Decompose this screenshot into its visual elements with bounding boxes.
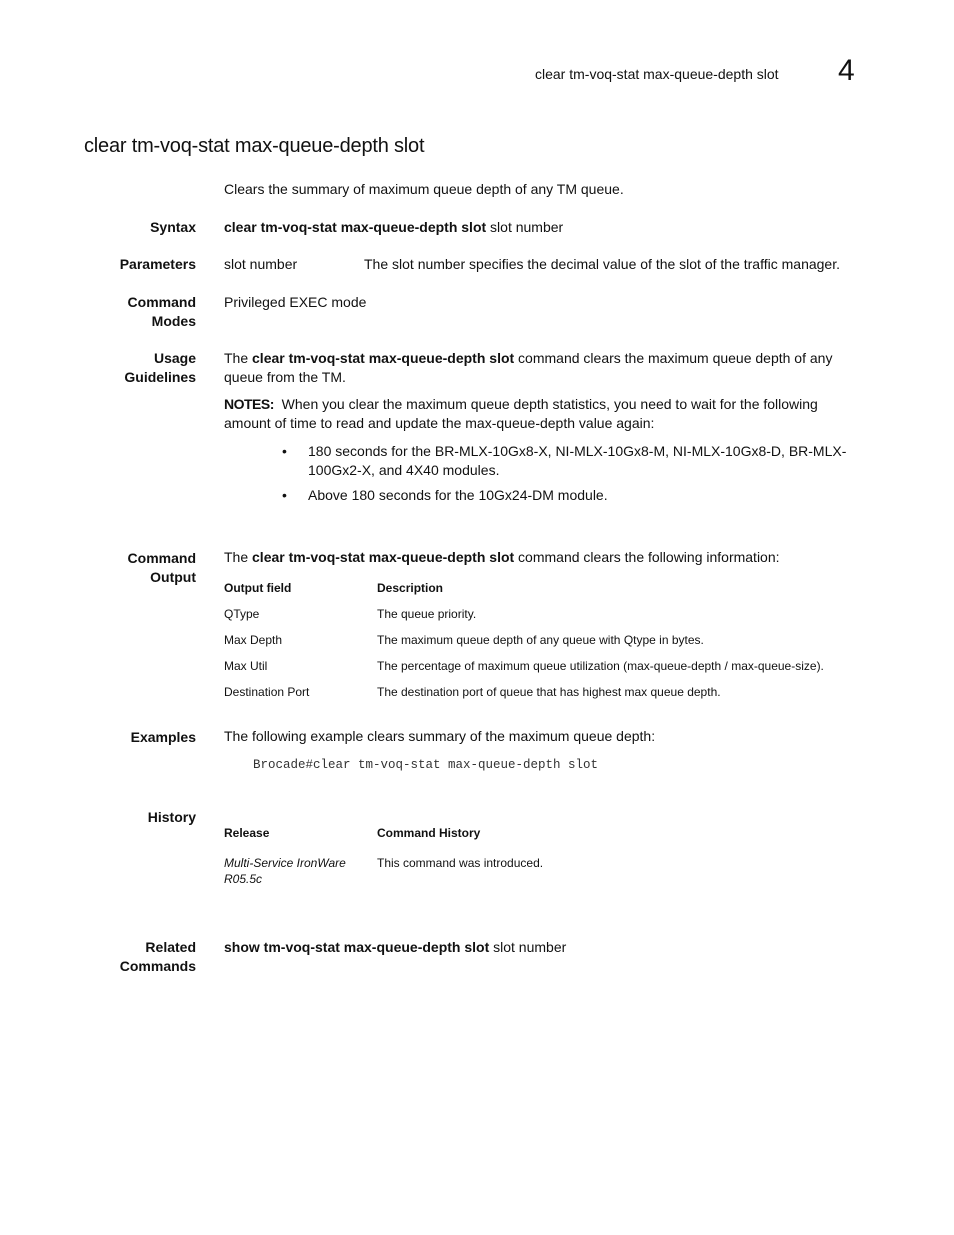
syntax-line — [224, 218, 864, 237]
column-header-command-history: Command History — [377, 826, 481, 840]
output-description-cell: The queue priority. — [377, 607, 477, 621]
command-modes-label-line1: Command — [127, 294, 196, 310]
related-commands-label — [120, 938, 196, 976]
usage-label-line1: Usage — [153, 350, 196, 366]
command-output-label-line1: Command — [127, 550, 196, 566]
usage-command: clear tm-voq-stat max-queue-depth slot — [252, 350, 515, 366]
notes-bullet-item — [282, 486, 872, 505]
output-text-prefix: The — [224, 549, 253, 565]
related-command-line — [224, 938, 864, 957]
parameters-label: Parameters — [119, 256, 196, 272]
command-output-text — [224, 548, 864, 567]
history-label: History — [147, 809, 196, 825]
usage-guidelines-label — [124, 349, 196, 387]
history-table — [224, 826, 864, 887]
table-row — [224, 685, 864, 711]
related-label-line1: Related — [145, 939, 196, 955]
bullet-text: Above 180 seconds for the 10Gx24-DM module. — [308, 487, 608, 503]
usage-text-prefix: The — [224, 350, 253, 366]
output-description-cell: The maximum queue depth of any queue with Qtype in bytes. — [377, 633, 704, 647]
chapter-number: 4 — [838, 54, 855, 87]
output-field-cell: Destination Port — [224, 685, 310, 699]
syntax-command: clear tm-voq-stat max-queue-depth slot — [224, 219, 487, 235]
output-field-cell: Max Depth — [224, 633, 283, 647]
table-header-row — [224, 826, 864, 855]
output-field-cell: QType — [224, 607, 260, 621]
table-row — [224, 855, 864, 887]
release-cell: Multi-Service IronWare R05.5c — [224, 856, 346, 886]
command-history-cell: This command was introduced. — [377, 856, 544, 870]
notes-label: NOTES: — [224, 396, 274, 412]
output-field-cell: Max Util — [224, 659, 268, 673]
command-modes-label — [128, 293, 196, 331]
table-row — [224, 659, 864, 685]
usage-text — [224, 349, 854, 387]
syntax-label: Syntax — [150, 219, 196, 235]
command-output-label-line2: Output — [150, 569, 196, 585]
output-command: clear tm-voq-stat max-queue-depth slot — [252, 549, 515, 565]
table-header-row — [224, 581, 864, 607]
page-title: clear tm-voq-stat max-queue-depth slot — [84, 135, 425, 157]
output-description-cell: The percentage of maximum queue utilization (max-queue-depth / max-queue-size). — [377, 659, 824, 673]
bullet-icon: • — [282, 443, 287, 459]
command-modes-label-line2: Modes — [151, 313, 196, 329]
column-header-description: Description — [377, 581, 444, 595]
command-description: Clears the summary of maximum queue depth of any TM queue. — [224, 181, 624, 197]
table-row — [224, 633, 864, 659]
notes-text: When you clear the maximum queue depth statistics, you need to wait for the following amount of time to read and update the max-queue-depth value again: — [224, 396, 818, 431]
bullet-icon: • — [282, 487, 287, 503]
notes-bullet-list — [282, 442, 872, 511]
usage-notes — [224, 395, 854, 433]
table-row — [224, 607, 864, 633]
command-modes-value: Privileged EXEC mode — [224, 294, 367, 310]
notes-bullet-item — [282, 442, 872, 480]
parameter-name: slot number — [224, 256, 298, 272]
command-output-label — [128, 549, 196, 587]
example-code: Brocade#clear tm-voq-stat max-queue-depth slot — [253, 758, 599, 772]
parameter-description: The slot number specifies the decimal value of the slot of the traffic manager. — [364, 256, 840, 272]
related-command-link[interactable]: show tm-voq-stat max-queue-depth slot — [224, 939, 490, 955]
examples-text: The following example clears summary of the maximum queue depth: — [224, 728, 656, 744]
output-description-cell: The destination port of queue that has highest max queue depth. — [377, 685, 721, 699]
examples-label: Examples — [130, 729, 196, 745]
usage-text-suffix: command clears the maximum queue depth of any queue from the TM. — [224, 350, 833, 385]
column-header-output-field: Output field — [224, 581, 292, 595]
bullet-text: 180 seconds for the BR-MLX-10Gx8-X, NI-MLX-10Gx8-M, NI-MLX-10Gx8-D, BR-MLX-100Gx2-X, and 4X40 modules. — [308, 443, 847, 478]
related-command-argument: slot number — [489, 939, 567, 955]
column-header-release: Release — [224, 826, 270, 840]
running-header: clear tm-voq-stat max-queue-depth slot — [535, 66, 779, 82]
syntax-argument: slot number — [486, 219, 564, 235]
output-fields-table — [224, 581, 864, 711]
output-text-suffix: command clears the following information: — [514, 549, 780, 565]
related-label-line2: Commands — [119, 958, 196, 974]
usage-label-line2: Guidelines — [124, 369, 196, 385]
